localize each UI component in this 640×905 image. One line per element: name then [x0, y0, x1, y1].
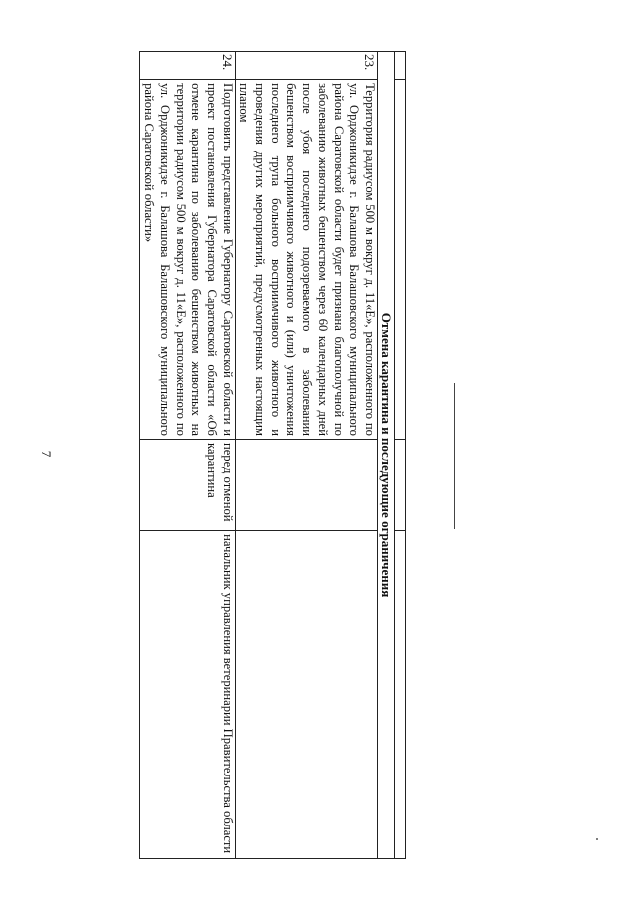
row-term: перед отменой карантина — [140, 439, 235, 530]
table-row — [235, 52, 377, 859]
divider-line — [454, 383, 455, 529]
row-responsible — [235, 531, 377, 859]
row-number: 23. — [235, 52, 377, 80]
page-number: 7 — [39, 450, 54, 458]
table-row-empty — [395, 52, 406, 859]
empty-cell — [395, 439, 406, 530]
empty-cell — [395, 531, 406, 859]
empty-cell — [395, 80, 406, 440]
row-measure-text: Территория радиусом 500 м вокруг д. 11«Е», расположенного по ул. Орджоникидзе г. Балашова Балашовского муниципального района Саратовской области будет признана благополучной по заболеванию животных бешенством через 60 календарных дней после убоя последнего подозреваемого в заболевании бешенством восприимчивого животного и (или) уничтожения последнего трупа больного восприимчивого животного и проведения других мероприятий, предусмотренных настоящим планом — [235, 80, 377, 440]
scan-speck — [596, 838, 598, 840]
empty-cell — [395, 52, 406, 80]
measures-table — [139, 51, 406, 859]
row-term — [235, 439, 377, 530]
section-title: Отмена карантина и последующие ограничения — [378, 52, 395, 859]
row-measure-text: Подготовить представление Губернатору Саратовской области и проект постановления Губернатора Саратовской области «Об отмене карантина по заболеванию бешенством животных на территории радиусом 500 м вокруг д. 11«Е», расположенного по ул. Орджоникидзе г. Балашова Балашовского муниципального района Саратовской области» — [140, 80, 235, 440]
row-number: 24. — [140, 52, 235, 80]
section-header-row — [378, 52, 395, 859]
rotated-table-container — [86, 51, 406, 859]
row-responsible: начальник управления ветеринарии Правительства области — [140, 531, 235, 859]
table-row — [140, 52, 235, 859]
